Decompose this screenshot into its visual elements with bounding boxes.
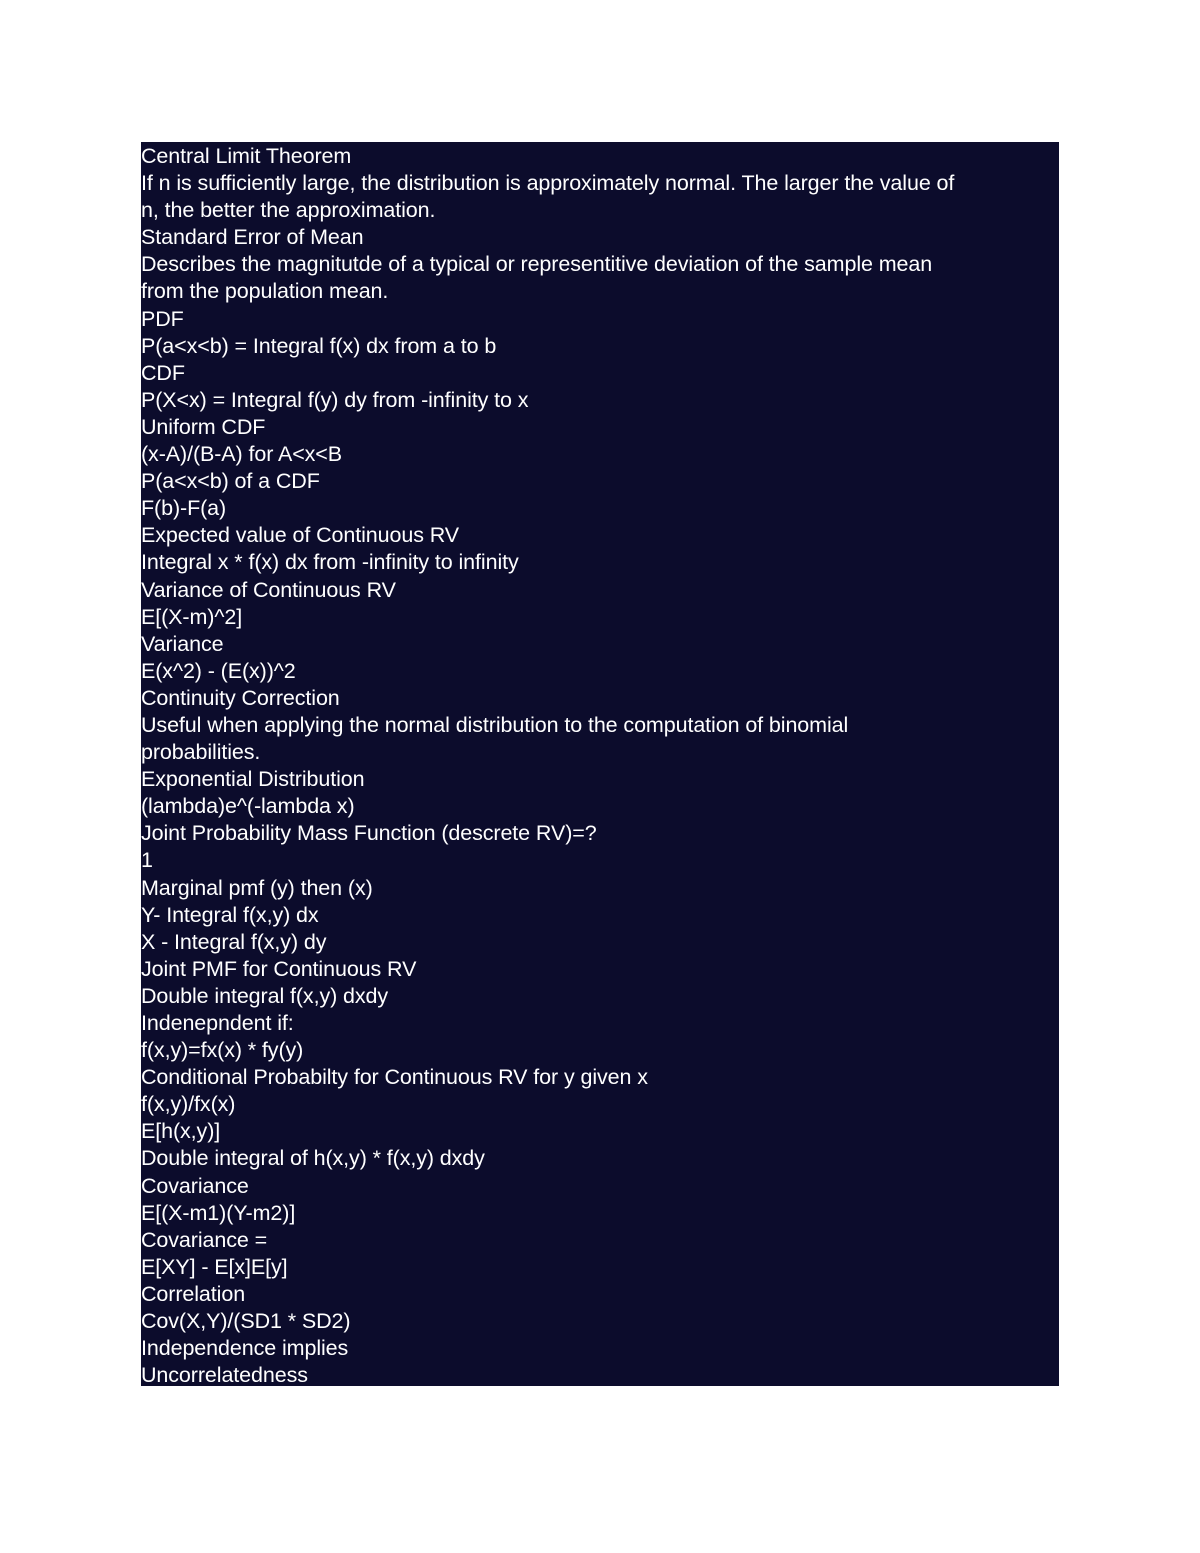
text-line: Describes the magnitutde of a typical or representitive deviation of the sample mean xyxy=(141,252,933,277)
text-line: Conditional Probabilty for Continuous RV for y given x xyxy=(141,1065,648,1090)
text-line: E[XY] - E[x]E[y] xyxy=(141,1254,288,1279)
text-line: Correlation xyxy=(141,1281,246,1306)
text-line: 1 xyxy=(141,848,153,873)
text-line: Variance of Continuous RV xyxy=(141,577,396,602)
text-line: Cov(X,Y)/(SD1 * SD2) xyxy=(141,1309,351,1334)
text-line: Indenepndent if: xyxy=(141,1011,294,1035)
text-line: P(X<x) = Integral f(y) dy from -infinity to x xyxy=(141,387,529,412)
text-line: Covariance = xyxy=(141,1227,268,1252)
text-line: f(x,y)=fx(x) * fy(y) xyxy=(141,1038,304,1063)
text-line: (lambda)e^(-lambda x) xyxy=(141,794,355,819)
text-line: Expected value of Continuous RV xyxy=(141,523,460,548)
text-line: from the population mean. xyxy=(141,279,389,304)
text-line: Uncorrelatedness xyxy=(141,1363,308,1386)
text-line: Variance xyxy=(141,631,224,656)
text-line: f(x,y)/fx(x) xyxy=(141,1092,236,1117)
text-line: Double integral of h(x,y) * f(x,y) dxdy xyxy=(141,1146,485,1171)
text-line: P(a<x<b) = Integral f(x) dx from a to b xyxy=(141,333,497,358)
text-line: F(b)-F(a) xyxy=(141,496,227,521)
text-line: Covariance xyxy=(141,1173,249,1198)
flashcard-text-block xyxy=(141,142,1059,1386)
text-line: X - Integral f(x,y) dy xyxy=(141,929,327,954)
text-line: Double integral f(x,y) dxdy xyxy=(141,983,389,1008)
text-line: Central Limit Theorem xyxy=(141,144,352,168)
text-line: P(a<x<b) of a CDF xyxy=(141,469,320,494)
text-line: Uniform CDF xyxy=(141,414,266,439)
text-line: E[(X-m1)(Y-m2)] xyxy=(141,1200,296,1225)
text-line: Y- Integral f(x,y) dx xyxy=(141,902,319,927)
text-line: Standard Error of Mean xyxy=(141,225,364,250)
text-line: E[(X-m)^2] xyxy=(141,604,243,629)
text-line: probabilities. xyxy=(141,740,261,765)
text-line: Joint PMF for Continuous RV xyxy=(141,956,417,981)
text-line: PDF xyxy=(141,306,184,331)
text-line: Independence implies xyxy=(141,1336,349,1361)
text-line: Exponential Distribution xyxy=(141,767,365,792)
text-line: Joint Probability Mass Function (descrete RV)=? xyxy=(141,821,597,846)
text-line: Continuity Correction xyxy=(141,685,340,710)
text-line: CDF xyxy=(141,360,185,385)
text-line: E(x^2) - (E(x))^2 xyxy=(141,658,296,683)
text-line: Useful when applying the normal distribution to the computation of binomial xyxy=(141,712,849,737)
text-line: E[h(x,y)] xyxy=(141,1119,221,1144)
text-line: (x-A)/(B-A) for A<x<B xyxy=(141,442,342,467)
text-line: Marginal pmf (y) then (x) xyxy=(141,875,373,900)
text-line: If n is sufficiently large, the distribution is approximately normal. The larger the value of xyxy=(141,171,955,196)
text-line: n, the better the approximation. xyxy=(141,198,436,223)
text-line: Integral x * f(x) dx from -infinity to infinity xyxy=(141,550,519,575)
